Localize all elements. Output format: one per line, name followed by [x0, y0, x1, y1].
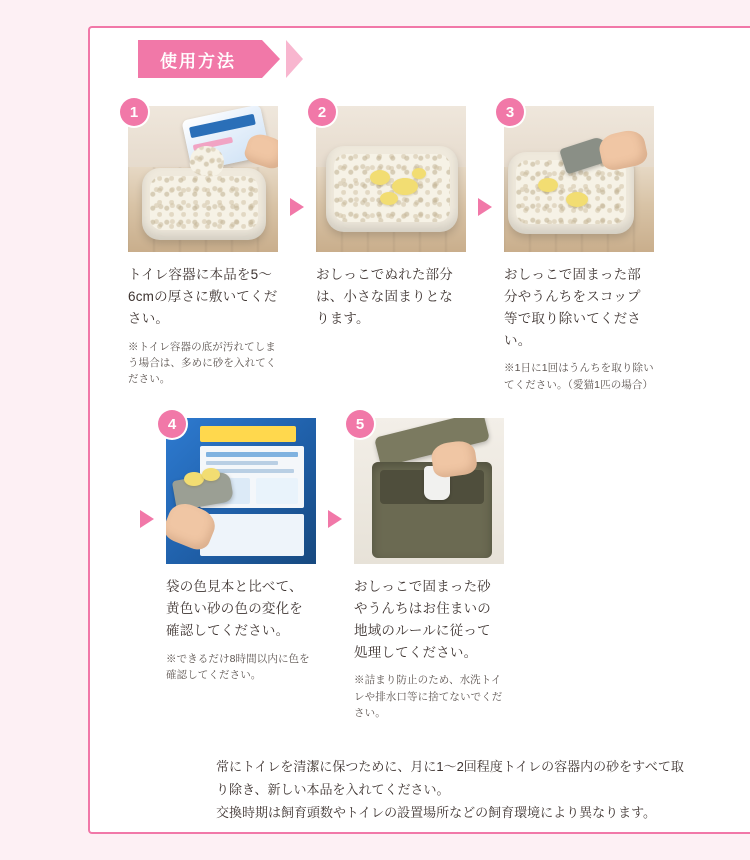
step-caption-3: おしっこで固まった部分やうんちをスコップ等で取り除いてください。 — [504, 267, 641, 348]
footer-line-2: 交換時期は飼育頭数やトイレの設置場所などの飼育環境により異なります。 — [216, 804, 657, 820]
step-number-badge: 1 — [120, 98, 148, 126]
step-item-1 — [128, 103, 278, 387]
step-image-1 — [128, 106, 278, 252]
steps-row-first — [128, 103, 654, 393]
step-note-3: ※1日に1回はうんちを取り除いてください。（愛猫1匹の場合） — [504, 362, 654, 391]
section-header-ribbon — [138, 40, 262, 78]
litter-tray-illustration — [326, 146, 458, 232]
arrow-right-icon — [140, 510, 154, 528]
step-item-5 — [354, 415, 504, 721]
step-number-badge: 2 — [308, 98, 336, 126]
ribbon-chevron-icon — [286, 40, 303, 78]
steps-row-second — [128, 415, 504, 721]
arrow-right-icon — [478, 198, 492, 216]
step-image-5 — [354, 418, 504, 564]
step-number-badge: 3 — [496, 98, 524, 126]
step-caption-2: おしっこでぬれた部分は、小さな固まりとなります。 — [316, 267, 453, 326]
step-image-3 — [504, 106, 654, 252]
arrow-right-icon — [290, 198, 304, 216]
step-image-2 — [316, 106, 466, 252]
section-title: 使用方法 — [160, 51, 236, 71]
step-number-badge: 4 — [158, 410, 186, 438]
step-note-5: ※詰まり防止のため、水洗トイレや排水口等に捨てないでください。 — [354, 674, 503, 719]
footer-line-1: 常にトイレを清潔に保つために、月に1〜2回程度トイレの容器内の砂をすべて取り除き、新しい本品を入れてください。 — [216, 759, 684, 797]
step-note-4: ※できるだけ8時間以内に色を確認してください。 — [166, 652, 310, 681]
footer-notes — [216, 756, 686, 824]
arrow-4-to-5 — [316, 418, 354, 528]
arrow-3-to-4 — [128, 418, 166, 528]
step-caption-4: 袋の色見本と比べて、黄色い砂の色の変化を確認してください。 — [166, 579, 303, 638]
step-image-4 — [166, 418, 316, 564]
step-caption-5: おしっこで固まった砂やうんちはお住まいの地域のルールに従って処理してください。 — [354, 579, 491, 660]
arrow-2-to-3 — [466, 106, 504, 216]
content-panel — [88, 26, 750, 834]
step-item-4 — [166, 415, 316, 683]
step-number-badge: 5 — [346, 410, 374, 438]
step-item-3 — [504, 103, 654, 393]
step-item-2 — [316, 103, 466, 339]
arrow-1-to-2 — [278, 106, 316, 216]
section-header — [138, 40, 303, 78]
arrow-right-icon — [328, 510, 342, 528]
step-caption-1: トイレ容器に本品を5〜6cmの厚さに敷いてください。 — [128, 267, 278, 326]
litter-tray-illustration — [142, 168, 266, 240]
step-note-1: ※トイレ容器の底が汚れてしまう場合は、多めに砂を入れてください。 — [128, 340, 277, 386]
